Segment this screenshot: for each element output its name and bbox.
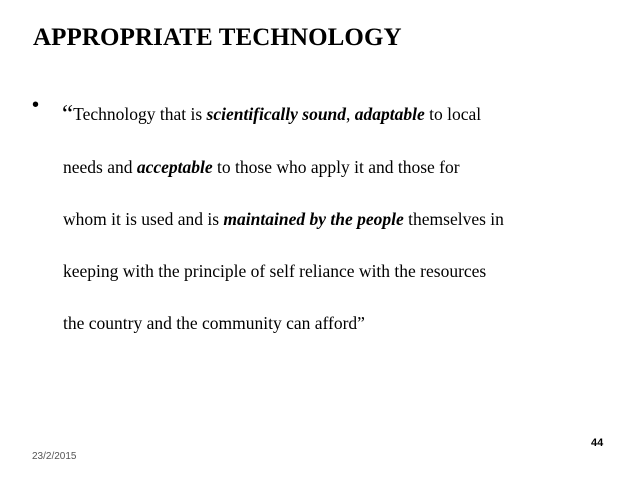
quote-emphasis: maintained by the people xyxy=(223,209,404,229)
quote-line xyxy=(62,297,622,349)
quote-text xyxy=(62,88,622,349)
quote-line xyxy=(62,193,622,245)
quote-segment: , xyxy=(346,104,355,124)
quote-emphasis: scientifically sound xyxy=(206,104,347,124)
quote-segment: themselves in xyxy=(403,209,504,229)
quote-line xyxy=(62,245,622,297)
quote-segment: to those who apply it and those for xyxy=(212,157,460,177)
quote-segment: to local xyxy=(424,104,482,124)
quote-segment: needs and xyxy=(63,157,137,177)
quote-emphasis: adaptable xyxy=(354,104,425,124)
open-quote-mark: “ xyxy=(62,101,74,128)
slide-title: APPROPRIATE TECHNOLOGY xyxy=(33,24,402,51)
quote-segment: Technology that is xyxy=(73,104,207,124)
quote-segment: whom it is used and is xyxy=(63,209,224,229)
bullet-icon: • xyxy=(32,94,40,116)
quote-line xyxy=(62,88,622,141)
footer-date: 23/2/2015 xyxy=(32,451,77,462)
quote-segment: the country and the community can afford” xyxy=(63,313,365,333)
quote-line xyxy=(62,141,622,193)
quote-emphasis: acceptable xyxy=(136,157,213,177)
page-number: 44 xyxy=(591,437,604,449)
quote-segment: keeping with the principle of self reliance with the resources xyxy=(63,261,487,281)
